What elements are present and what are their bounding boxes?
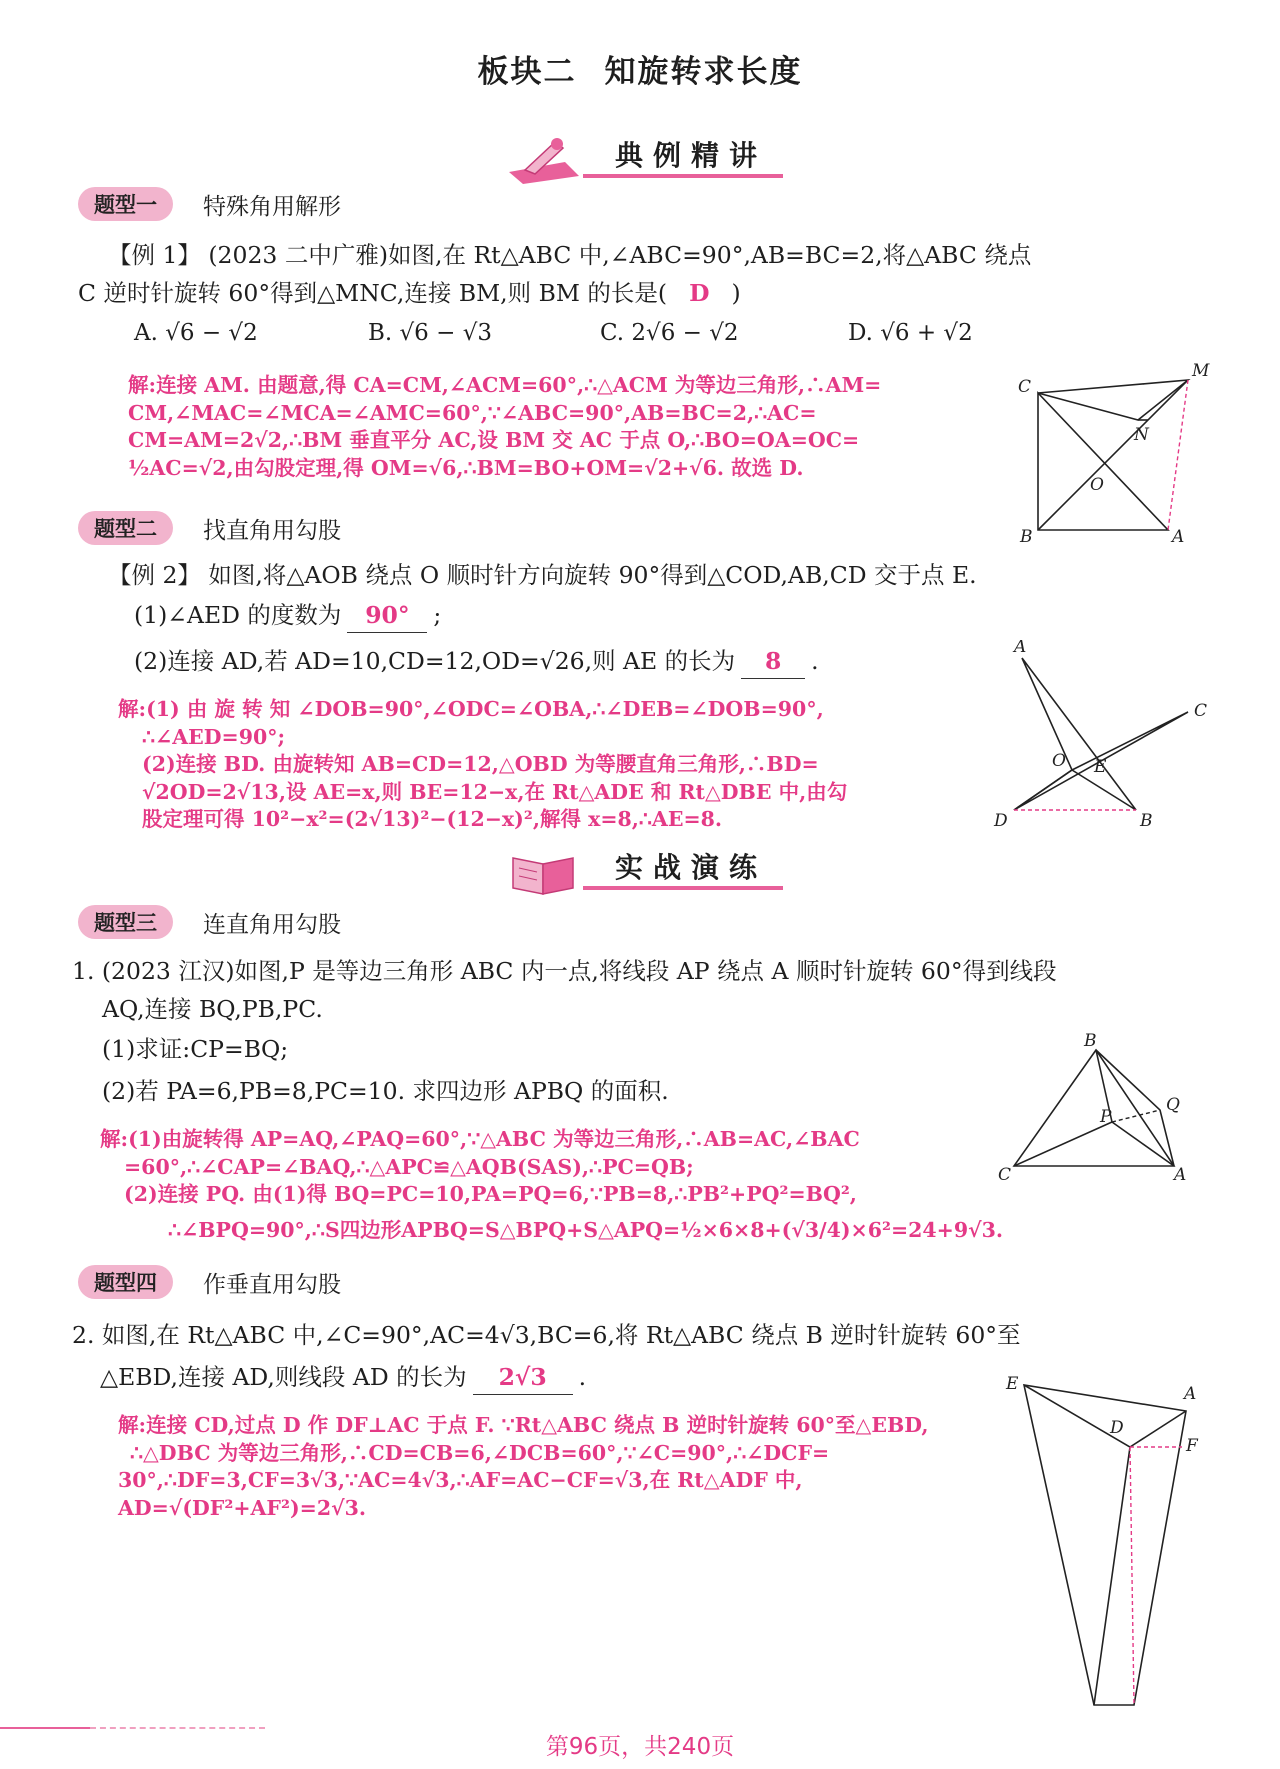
fig1-label: M	[1192, 361, 1210, 381]
section-label: 典例精讲	[615, 139, 768, 172]
figure-example-2	[990, 640, 1230, 840]
option-a: A. √6 − √2	[134, 320, 258, 346]
type-badge: 题型二	[78, 511, 173, 545]
solution-line: CM=AM=2√2,∴BM 垂直平分 AC,设 BM 交 AC 于点 O,∴BO=OA=OC=	[128, 428, 860, 452]
example-1-line-1: 【例 1】 (2023 二中广雅)如图,在 Rt△ABC 中,∠ABC=90°,AB=BC=2,将△ABC 绕点	[108, 241, 1032, 269]
problem-1-q2: (2)若 PA=6,PB=8,PC=10. 求四边形 APBQ 的面积.	[102, 1077, 669, 1105]
ex2-q2-text: (2)连接 AD,若 AD=10,CD=12,OD=√26,则 AE 的长为	[134, 647, 736, 675]
fig2-label: C	[1194, 701, 1208, 721]
title-part-2: 知旋转求长度	[604, 54, 803, 90]
problem-1-q1: (1)求证:CP=BQ;	[102, 1035, 289, 1063]
fig1-label: C	[1018, 377, 1032, 397]
figure-problem-2	[1000, 1375, 1220, 1715]
option-d: D. √6 + √2	[848, 320, 973, 346]
type-title: 作垂直用勾股	[203, 1271, 341, 1298]
option-c: C. 2√6 − √2	[600, 320, 739, 346]
page-number: 第96页，共240页	[545, 1734, 735, 1760]
example-2-q2	[134, 644, 819, 679]
section-banner-practice	[505, 840, 785, 902]
fig1-label: A	[1172, 527, 1185, 547]
p2-line2-end: .	[578, 1363, 587, 1391]
ex2-answer-2: 8	[741, 644, 805, 679]
fig3-label: P	[1100, 1107, 1112, 1127]
solution-line: AD=√(DF²+AF²)=2√3.	[118, 1495, 366, 1520]
example-2-q1	[134, 598, 441, 633]
problem-1-line-2: AQ,连接 BQ,PB,PC.	[102, 995, 323, 1023]
title-part-1: 板块二	[477, 54, 577, 90]
ex2-answer-1: 90°	[347, 598, 427, 633]
section-banner-examples	[505, 128, 785, 190]
solution-line: 解:(1) 由 旋 转 知 ∠DOB=90°,∠ODC=∠OBA,∴∠DEB=∠DOB=90°,	[118, 697, 824, 721]
fig3-label: A	[1174, 1165, 1187, 1185]
solution-line: =60°,∴∠CAP=∠BAQ,∴△APC≌△AQB(SAS),∴PC=QB;	[124, 1154, 694, 1179]
ex1-answer: D	[689, 279, 710, 307]
example-1-line-2	[78, 276, 741, 310]
solution-line: √2OD=2√13,设 AE=x,则 BE=12−x,在 Rt△ADE 和 Rt△DBE 中,由勾	[142, 779, 848, 804]
solution-line: 解:(1)由旋转得 AP=AQ,∠PAQ=60°,∵△ABC 为等边三角形,∴AB=AC,∠BAC	[100, 1127, 860, 1151]
problem-2-line-1: 2. 如图,在 Rt△ABC 中,∠C=90°,AC=4√3,BC=6,将 Rt△ABC 绕点 B 逆时针旋转 60°至	[72, 1321, 1021, 1349]
fig3-label: C	[998, 1165, 1012, 1185]
question-type-2	[78, 510, 341, 546]
fig1-label: B	[1020, 527, 1033, 547]
solution-line: ∴△DBC 为等边三角形,∴CD=CB=6,∠DCB=60°,∵∠C=90°,∴∠DCF=	[130, 1440, 830, 1465]
solution-line: 解:连接 CD,过点 D 作 DF⊥AC 于点 F. ∵Rt△ABC 绕点 B 逆时针旋转 60°至△EBD,	[118, 1413, 929, 1437]
fig1-label: O	[1090, 475, 1104, 495]
problem-2-line-2	[100, 1360, 586, 1395]
solution-line: (2)连接 BD. 由旋转知 AB=CD=12,△OBD 为等腰直角三角形,∴BD=	[142, 752, 819, 776]
fig2-label: E	[1094, 757, 1107, 777]
option-b: B. √6 − √3	[368, 320, 492, 346]
solution-line: CM,∠MAC=∠MCA=∠AMC=60°,∵∠ABC=90°,AB=BC=2,∴AC=	[128, 400, 817, 425]
fig4-label: E	[1006, 1375, 1019, 1394]
problem-1-line-1: 1. (2023 江汉)如图,P 是等边三角形 ABC 内一点,将线段 AP 绕点 A 顺时针旋转 60°得到线段	[72, 957, 1057, 985]
type-badge: 题型三	[78, 905, 173, 939]
solution-line: ∴∠AED=90°;	[142, 724, 286, 749]
solution-line: 股定理可得 10²−x²=(2√13)²−(12−x)²,解得 x=8,∴AE=8.	[142, 807, 723, 831]
solution-line: 解:连接 AM. 由题意,得 CA=CM,∠ACM=60°,∴△ACM 为等边三角形,∴AM=	[128, 373, 882, 397]
fig4-label: D	[1110, 1418, 1124, 1438]
fig2-label: A	[1014, 640, 1027, 657]
type-badge: 题型一	[78, 187, 173, 221]
section-label: 实战演练	[615, 851, 768, 884]
ex1-line2-end: )	[731, 279, 741, 307]
figure-problem-1	[996, 1030, 1216, 1190]
fig4-label: F	[1186, 1436, 1198, 1456]
type-badge: 题型四	[78, 1265, 173, 1299]
example-2-solution	[118, 696, 847, 834]
ex2-q2-end: .	[811, 647, 819, 675]
page-title	[0, 46, 1280, 91]
figure-example-1	[1008, 358, 1218, 548]
question-type-4	[78, 1264, 341, 1300]
solution-line: ½AC=√2,由勾股定理,得 OM=√6,∴BM=BO+OM=√2+√6. 故选 D.	[128, 455, 804, 480]
example-2-line-1: 【例 2】 如图,将△AOB 绕点 O 顺时针方向旋转 90°得到△COD,AB,CD 交于点 E.	[108, 561, 977, 589]
p2-answer: 2√3	[473, 1360, 573, 1395]
fig4-label: A	[1184, 1384, 1197, 1404]
problem-1-solution	[100, 1126, 1003, 1251]
fig2-label: B	[1140, 811, 1153, 831]
type-title: 找直角用勾股	[203, 517, 341, 544]
p2-line2-text: △EBD,连接 AD,则线段 AD 的长为	[100, 1363, 467, 1391]
fig2-label: D	[994, 811, 1008, 831]
solution-line: 30°,∴DF=3,CF=3√3,∵AC=4√3,∴AF=AC−CF=√3,在 Rt△ADF 中,	[118, 1468, 803, 1492]
ex1-line2-text: C 逆时针旋转 60°得到△MNC,连接 BM,则 BM 的长是(	[78, 279, 668, 307]
ex2-q1-text: (1)∠AED 的度数为	[134, 601, 342, 629]
ex2-q1-end: ;	[433, 601, 442, 629]
question-type-1	[78, 186, 341, 222]
fig3-label: Q	[1166, 1095, 1180, 1115]
type-title: 连直角用勾股	[203, 911, 341, 938]
solution-line: (2)连接 PQ. 由(1)得 BQ=PC=10,PA=PQ=6,∵PB=8,∴PB²+PQ²=BQ²,	[124, 1182, 857, 1206]
fig3-label: B	[1084, 1031, 1097, 1051]
telescope-icon	[505, 132, 583, 184]
book-icon	[505, 844, 583, 896]
example-1-solution	[128, 372, 881, 482]
fig1-label: N	[1134, 425, 1149, 445]
type-title: 特殊角用解形	[203, 193, 341, 220]
problem-2-solution	[118, 1412, 928, 1522]
fig2-label: O	[1052, 751, 1066, 771]
question-type-3	[78, 904, 341, 940]
solution-line: ∴∠BPQ=90°,∴S四边形APBQ=S△BPQ+S△APQ=½×6×8+(√3/4)×6²=24+9√3.	[168, 1217, 1003, 1242]
